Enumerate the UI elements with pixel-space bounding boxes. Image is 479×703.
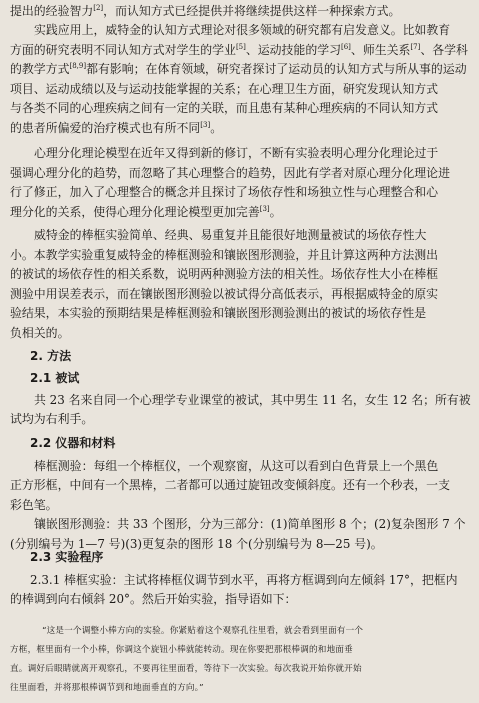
quote-line: 往里面看，并将那根棒调节到和地面垂直的方向。” (10, 683, 204, 693)
text-line: 测验中用误差表示，而在镶嵌图形测验以被试得分高低表示，再根据威特金的原实 (10, 286, 439, 301)
quote-line: 方框，框里面有一个小棒，你调这个旋钮小棒就能转动。现在你要把那根棒调的和地面垂 (10, 645, 353, 655)
citation-marker: [5] (235, 42, 246, 51)
text-line: 与各类不同的心理疾病之间有一定的关联，而且患有某种心理疾病的不同认知方式 (10, 101, 439, 116)
text-line: 行了修正，加入了心理整合的概念并且探讨了场依存性和场独立性与心理整合和心 (10, 185, 439, 200)
text-line: 验结果，本实验的预期结果是棒框测验和镶嵌图形测验测出的被试的场依存性是 (10, 306, 427, 321)
text-line: 的棒调到向右倾斜 20°。然后开始实验，指导语如下： (10, 592, 297, 607)
paragraph-0 (10, 2, 472, 22)
text-line: 实践应用上，威特金的认知方式理论对很多领域的研究都有启发意义。比如教育 (34, 23, 451, 37)
text-line: 2.3.1 棒框实验：主试将棒框仪调节到水平，再将方框调到向左倾斜 17°，把框内 (30, 572, 458, 587)
instruction-quote (10, 622, 472, 698)
text-line: 镶嵌图形测验：共 33 个图形，分为三部分：(1)简单图形 8 个；(2)复杂图形 7 个 (34, 517, 466, 532)
text-line: 方面的研究表明不同认知方式对学生的学业[5]、运动技能的学习[6]、师生关系[7]、各学科 (10, 42, 468, 57)
text-line: 负相关的。 (10, 325, 70, 340)
text-line: 的患者所偏爱的治疗模式也有所不同[3]。 (10, 120, 223, 135)
text-line: 正方形框，中间有一个黑棒，二者都可以通过旋钮改变倾斜度。还有一个秒表，一支 (10, 478, 450, 493)
text-line: 威特金的棒框实验简单、经典、易重复并且能很好地测量被试的场依存性大 (34, 228, 427, 242)
quote-line: 直。调好后眼睛就离开观察孔，不要再往里面看，等待下一次实验。每次我说开始你就开始 (10, 664, 362, 674)
section-method (10, 347, 472, 367)
text-line: 心理分化理论模型在近年又得到新的修订，不断有实验表明心理分化理论过于 (34, 146, 439, 160)
section-procedure (10, 548, 472, 610)
subsection-heading: 2.1 被试 (30, 371, 80, 385)
text-line: 的教学方式[8,9]都有影响；在体育领域，研究者探讨了运动员的认知方式与所从事的运动 (10, 62, 467, 77)
section-materials (10, 434, 472, 555)
citation-marker: [2] (93, 4, 104, 13)
text-line: 理分化的关系，使得心理分化理论模型更加完善[3]。 (10, 204, 282, 219)
citation-marker: [8,9] (69, 62, 87, 71)
text-line: 提出的经验智力[2]，而认知方式已经提供并将继续提供这样一种探索方式。 (10, 4, 401, 18)
text-line: 小。本教学实验重复威特金的棒框测验和镶嵌图形测验，并且计算这两种方法测出 (10, 247, 439, 262)
paragraph-rod-frame-intro (10, 226, 472, 344)
citation-marker: [7] (410, 42, 421, 51)
citation-marker: [3] (259, 204, 270, 213)
text-line: 试均为右利手。 (10, 412, 94, 427)
text-line: 棒框测验：每组一个棒框仪，一个观察窗，从这可以看到白色背景上一个黑色 (34, 458, 439, 473)
section-heading: 2. 方法 (30, 349, 72, 363)
text-line: 彩色笔。 (10, 497, 58, 512)
paragraph-theory-revision (10, 144, 472, 222)
subsection-heading: 2.3 实验程序 (30, 550, 104, 564)
paragraph-applications (10, 21, 472, 139)
text-line: 共 23 名来自同一个心理学专业课堂的被试，其中男生 11 名，女生 12 名；所有被 (34, 392, 471, 407)
subsection-heading: 2.2 仪器和材料 (30, 436, 116, 450)
quote-line: “这是一个调整小棒方向的实验。你紧贴着这个观察孔往里看，就会看到里面有一个 (42, 626, 364, 636)
text-line: 强调心理分化的趋势，而忽略了其心理整合的趋势，因此有学者对原心理分化理论进 (10, 165, 450, 180)
citation-marker: [6] (341, 42, 351, 51)
text-line: (分别编号为 1—7 号)(3)更复杂的图形 18 个(分别编号为 8—25 号)。 (10, 536, 383, 551)
text-line: 的被试的场依存性的相关系数，说明两种测验方法的相关性。场依存性大小在棒框 (10, 267, 439, 282)
section-subjects (10, 369, 472, 430)
text-line: 项目、运动成绩以及与运动技能掌握的关系；在心理卫生方面，研究发现认知方式 (10, 81, 439, 96)
citation-marker: [3] (200, 121, 211, 129)
